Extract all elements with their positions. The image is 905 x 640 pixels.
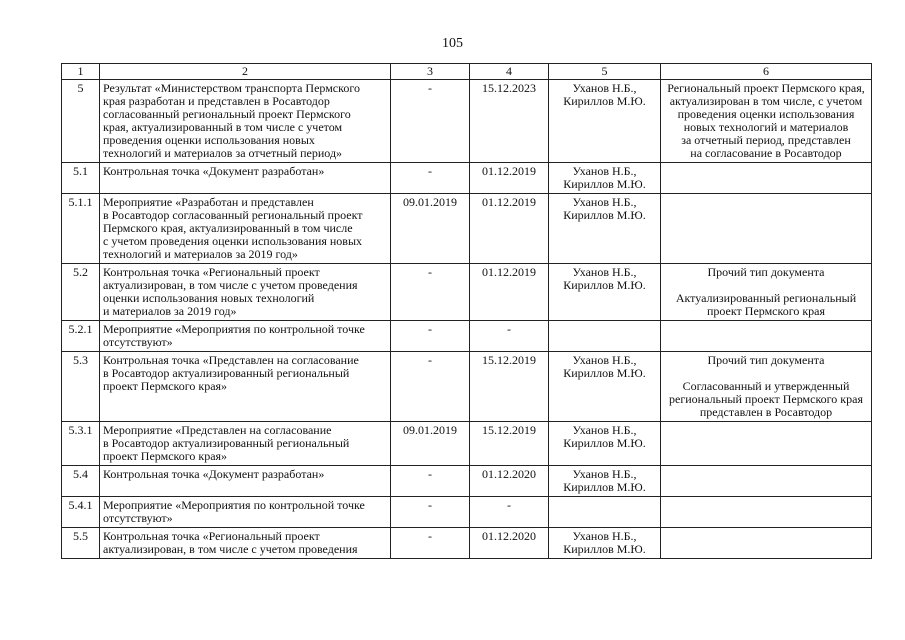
end-date: - (470, 497, 549, 528)
document-type (661, 497, 872, 528)
table-row (62, 163, 872, 194)
document-type (661, 528, 872, 559)
row-number: 5.4.1 (62, 497, 100, 528)
document-type (661, 422, 872, 466)
responsible-persons: Уханов Н.Б., Кириллов М.Ю. (549, 264, 661, 321)
column-number: 3 (391, 64, 470, 80)
row-description: Мероприятие «Мероприятия по контрольной точке отсутствуют» (100, 321, 391, 352)
row-description: Мероприятие «Мероприятия по контрольной точке отсутствуют» (100, 497, 391, 528)
table-row (62, 264, 872, 321)
end-date: 15.12.2023 (470, 80, 549, 163)
end-date: 15.12.2019 (470, 352, 549, 422)
start-date: - (391, 497, 470, 528)
end-date: 01.12.2019 (470, 264, 549, 321)
end-date: 01.12.2019 (470, 194, 549, 264)
responsible-persons (549, 321, 661, 352)
start-date: - (391, 528, 470, 559)
responsible-persons (549, 497, 661, 528)
table-row (62, 80, 872, 163)
column-number-row (62, 64, 872, 80)
start-date: - (391, 264, 470, 321)
column-number: 5 (549, 64, 661, 80)
document-type: Прочий тип документа Согласованный и утвержденный региональный проект Пермского края представлен в Росавтодор (661, 352, 872, 422)
row-number: 5 (62, 80, 100, 163)
row-number: 5.4 (62, 466, 100, 497)
row-number: 5.2 (62, 264, 100, 321)
start-date: - (391, 352, 470, 422)
row-number: 5.1 (62, 163, 100, 194)
row-description: Контрольная точка «Региональный проект актуализирован, в том числе с учетом проведения оценки использования новых технологий и материалов за 2019 год» (100, 264, 391, 321)
page-number: 105 (442, 36, 463, 51)
table-row (62, 466, 872, 497)
row-description: Контрольная точка «Представлен на согласование в Росавтодор актуализированный региональный проект Пермского края» (100, 352, 391, 422)
plan-table (61, 63, 872, 559)
end-date: 01.12.2020 (470, 528, 549, 559)
document-type: Прочий тип документа Актуализированный региональный проект Пермского края (661, 264, 872, 321)
table-row (62, 194, 872, 264)
row-description: Контрольная точка «Документ разработан» (100, 163, 391, 194)
responsible-persons: Уханов Н.Б., Кириллов М.Ю. (549, 163, 661, 194)
responsible-persons: Уханов Н.Б., Кириллов М.Ю. (549, 528, 661, 559)
row-description: Контрольная точка «Региональный проект актуализирован, в том числе с учетом проведения (100, 528, 391, 559)
responsible-persons: Уханов Н.Б., Кириллов М.Ю. (549, 80, 661, 163)
column-number: 4 (470, 64, 549, 80)
column-number: 1 (62, 64, 100, 80)
row-description: Мероприятие «Представлен на согласование в Росавтодор актуализированный региональный проект Пермского края» (100, 422, 391, 466)
start-date: - (391, 466, 470, 497)
start-date: 09.01.2019 (391, 194, 470, 264)
row-description: Мероприятие «Разработан и представлен в Росавтодор согласованный региональный проект Пермского края, актуализированный в том числе с учетом проведения оценки использования новых технологий и материалов за 2019 год» (100, 194, 391, 264)
row-number: 5.3 (62, 352, 100, 422)
document-type (661, 194, 872, 264)
start-date: - (391, 163, 470, 194)
row-number: 5.2.1 (62, 321, 100, 352)
document-type: Региональный проект Пермского края, актуализирован в том числе, с учетом проведения оценки использования новых технологий и материалов за отчетный период, представлен на согласование в Росавтодор (661, 80, 872, 163)
table-row (62, 321, 872, 352)
row-number: 5.1.1 (62, 194, 100, 264)
end-date: 01.12.2020 (470, 466, 549, 497)
document-type (661, 163, 872, 194)
end-date: 15.12.2019 (470, 422, 549, 466)
start-date: - (391, 80, 470, 163)
start-date: 09.01.2019 (391, 422, 470, 466)
row-number: 5.5 (62, 528, 100, 559)
column-number: 2 (100, 64, 391, 80)
end-date: - (470, 321, 549, 352)
row-description: Результат «Министерством транспорта Пермского края разработан и представлен в Росавтодор согласованный региональный проект Пермского края, актуализированный в том числе с учетом проведения оценки использования новых технологий и материалов за отчетный период» (100, 80, 391, 163)
table-row (62, 422, 872, 466)
table-row (62, 497, 872, 528)
end-date: 01.12.2019 (470, 163, 549, 194)
start-date: - (391, 321, 470, 352)
table-row (62, 528, 872, 559)
row-number: 5.3.1 (62, 422, 100, 466)
column-number: 6 (661, 64, 872, 80)
responsible-persons: Уханов Н.Б., Кириллов М.Ю. (549, 194, 661, 264)
responsible-persons: Уханов Н.Б., Кириллов М.Ю. (549, 422, 661, 466)
table-row (62, 352, 872, 422)
responsible-persons: Уханов Н.Б., Кириллов М.Ю. (549, 466, 661, 497)
document-type (661, 466, 872, 497)
row-description: Контрольная точка «Документ разработан» (100, 466, 391, 497)
responsible-persons: Уханов Н.Б., Кириллов М.Ю. (549, 352, 661, 422)
document-type (661, 321, 872, 352)
